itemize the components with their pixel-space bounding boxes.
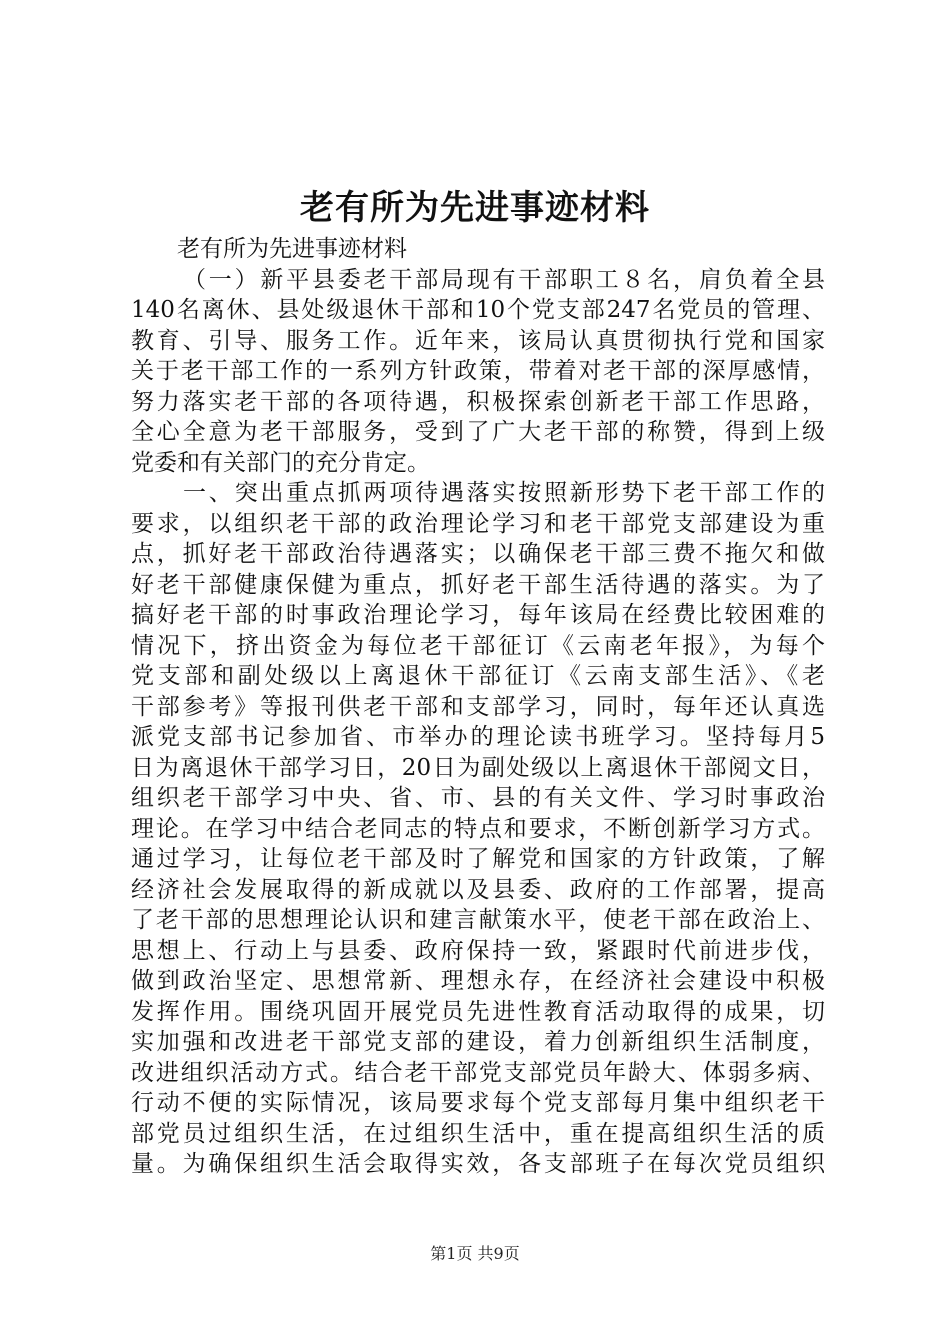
- paragraph-line: 关于老干部工作的一系列方针政策，带着对老干部的深厚感情，: [131, 358, 825, 384]
- paragraph-line: 做到政治坚定、思想常新、理想永存，在经济社会建设中积极: [131, 968, 825, 994]
- paragraph-line: 一、突出重点抓两项待遇落实按照新形势下老干部工作的: [183, 480, 825, 506]
- document-title: 老有所为先进事迹材料: [300, 188, 650, 228]
- paragraph-line: 情况下，挤出资金为每位老干部征订《云南老年报》，为每个: [131, 632, 825, 659]
- paragraph-line: 经济社会发展取得的新成就以及县委、政府的工作部署，提高: [131, 876, 825, 903]
- paragraph-line: 部党员过组织生活，在过组织生活中，重在提高组织生活的质: [131, 1120, 825, 1147]
- paragraph-line: 组织老干部学习中央、省、市、县的有关文件、学习时事政治: [131, 785, 825, 811]
- paragraph-line: 140名离休、县处级退休干部和10个党支部247名党员的管理、: [131, 297, 825, 323]
- paragraph-line: 教育、引导、服务工作。近年来，该局认真贯彻执行党和国家: [131, 327, 825, 354]
- paragraph-line: 实加强和改进老干部党支部的建设，着力创新组织生活制度，: [131, 1029, 825, 1055]
- paragraph-line: 发挥作用。围绕巩固开展党员先进性教育活动取得的成果，切: [131, 998, 825, 1025]
- paragraph-line: 好老干部健康保健为重点，抓好老干部生活待遇的落实。为了: [131, 571, 825, 598]
- paragraph-line: 理论。在学习中结合老同志的特点和要求，不断创新学习方式。: [131, 815, 825, 842]
- paragraph-line: 搞好老干部的时事政治理论学习，每年该局在经费比较困难的: [131, 602, 825, 628]
- paragraph-line: 行动不便的实际情况，该局要求每个党支部每月集中组织老干: [131, 1090, 825, 1116]
- paragraph-line: 努力落实老干部的各项待遇，积极探索创新老干部工作思路，: [131, 388, 825, 415]
- page-number-footer: 第1页 共9页: [430, 1244, 520, 1263]
- paragraph-line: 党委和有关部门的充分肯定。: [131, 449, 430, 476]
- paragraph-line: 日为离退休干部学习日，20日为副处级以上离退休干部阅文日，: [131, 754, 825, 781]
- paragraph-line: 干部参考》等报刊供老干部和支部学习，同时，每年还认真选: [131, 693, 825, 720]
- paragraph-line: 改进组织活动方式。结合老干部党支部党员年龄大、体弱多病、: [131, 1059, 825, 1086]
- paragraph-line: 了老干部的思想理论认识和建言献策水平，使老干部在政治上、: [131, 907, 825, 933]
- document-body: [131, 234, 825, 1180]
- paragraph-line: 思想上、行动上与县委、政府保持一致，紧跟时代前进步伐，: [131, 937, 825, 964]
- paragraph-line: 全心全意为老干部服务，受到了广大老干部的称赞，得到上级: [131, 419, 825, 445]
- paragraph-line: 通过学习，让每位老干部及时了解党和国家的方针政策，了解: [131, 846, 825, 872]
- subtitle-line: 老有所为先进事迹材料: [177, 236, 407, 262]
- paragraph-line: （一）新平县委老干部局现有干部职工８名，肩负着全县: [183, 266, 825, 293]
- paragraph-line: 党支部和副处级以上离退休干部征订《云南支部生活》、《老: [131, 663, 825, 689]
- paragraph-line: 量。为确保组织生活会取得实效，各支部班子在每次党员组织: [131, 1151, 825, 1177]
- paragraph-line: 要求，以组织老干部的政治理论学习和老干部党支部建设为重: [131, 510, 825, 537]
- paragraph-line: 点，抓好老干部政治待遇落实；以确保老干部三费不拖欠和做: [131, 541, 825, 567]
- paragraph-line: 派党支部书记参加省、市举办的理论读书班学习。坚持每月5: [131, 724, 825, 750]
